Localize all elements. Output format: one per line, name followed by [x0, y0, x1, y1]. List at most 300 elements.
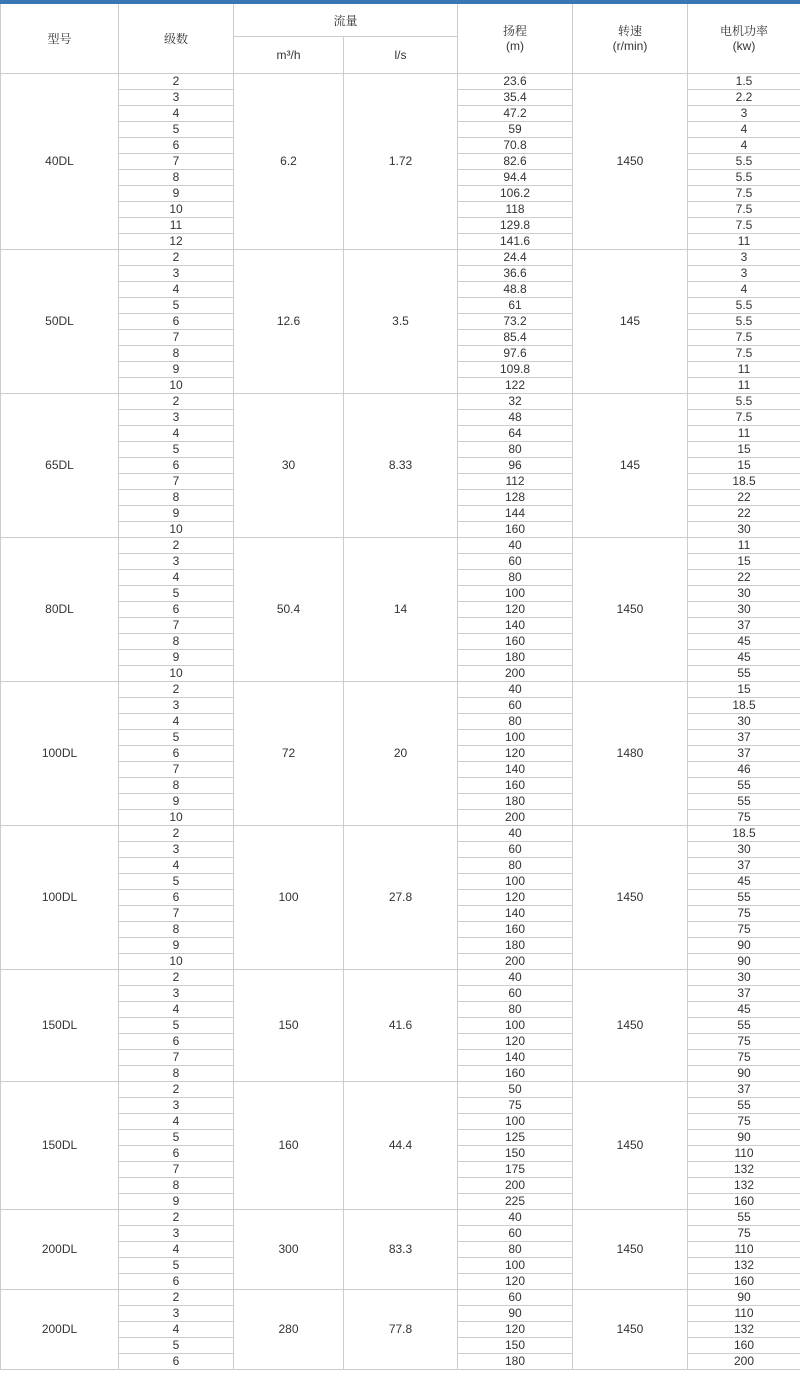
- stage-cell: 9: [119, 362, 234, 378]
- head-cell: 75: [458, 1098, 573, 1114]
- head-cell: 180: [458, 794, 573, 810]
- stage-cell: 2: [119, 250, 234, 266]
- stage-cell: 4: [119, 714, 234, 730]
- head-cell: 50: [458, 1082, 573, 1098]
- stage-cell: 7: [119, 762, 234, 778]
- flow-ls-cell: 41.6: [344, 970, 458, 1082]
- stage-cell: 6: [119, 890, 234, 906]
- power-cell: 110: [688, 1306, 800, 1322]
- head-cell: 60: [458, 986, 573, 1002]
- speed-cell: 1450: [573, 1210, 688, 1290]
- model-cell: 40DL: [1, 74, 119, 250]
- table-row: [1, 682, 800, 698]
- stage-cell: 8: [119, 1178, 234, 1194]
- power-cell: 55: [688, 794, 800, 810]
- head-cell: 24.4: [458, 250, 573, 266]
- flow-m3h-cell: 12.6: [234, 250, 344, 394]
- power-cell: 200: [688, 1354, 800, 1370]
- stage-cell: 2: [119, 826, 234, 842]
- power-cell: 5.5: [688, 394, 800, 410]
- stage-cell: 9: [119, 650, 234, 666]
- head-cell: 120: [458, 602, 573, 618]
- col-header-speed: [573, 4, 688, 74]
- speed-cell: 1450: [573, 1082, 688, 1210]
- power-cell: 11: [688, 234, 800, 250]
- head-cell: 150: [458, 1146, 573, 1162]
- power-cell: 75: [688, 1114, 800, 1130]
- power-cell: 11: [688, 362, 800, 378]
- stage-cell: 5: [119, 1018, 234, 1034]
- head-cell: 140: [458, 906, 573, 922]
- table-row: [1, 1210, 800, 1226]
- power-cell: 55: [688, 778, 800, 794]
- power-cell: 37: [688, 746, 800, 762]
- head-cell: 100: [458, 1258, 573, 1274]
- stage-cell: 4: [119, 106, 234, 122]
- speed-label: 转速: [618, 23, 643, 38]
- head-cell: 200: [458, 1178, 573, 1194]
- flow-m3h-cell: 50.4: [234, 538, 344, 682]
- stage-cell: 8: [119, 1066, 234, 1082]
- head-cell: 141.6: [458, 234, 573, 250]
- power-cell: 11: [688, 538, 800, 554]
- head-cell: 35.4: [458, 90, 573, 106]
- power-cell: 30: [688, 586, 800, 602]
- power-cell: 11: [688, 378, 800, 394]
- head-cell: 120: [458, 1034, 573, 1050]
- head-cell: 160: [458, 778, 573, 794]
- stage-cell: 9: [119, 186, 234, 202]
- power-cell: 30: [688, 602, 800, 618]
- power-label: 电机功率: [720, 23, 769, 38]
- stage-cell: 4: [119, 570, 234, 586]
- head-cell: 225: [458, 1194, 573, 1210]
- stage-cell: 2: [119, 970, 234, 986]
- power-cell: 3: [688, 250, 800, 266]
- head-cell: 100: [458, 1018, 573, 1034]
- head-cell: 73.2: [458, 314, 573, 330]
- power-cell: 75: [688, 1050, 800, 1066]
- head-cell: 160: [458, 1066, 573, 1082]
- stage-cell: 3: [119, 842, 234, 858]
- table-row: [1, 1290, 800, 1306]
- power-cell: 75: [688, 1226, 800, 1242]
- model-cell: 50DL: [1, 250, 119, 394]
- head-cell: 80: [458, 1002, 573, 1018]
- stage-cell: 5: [119, 586, 234, 602]
- model-cell: 100DL: [1, 826, 119, 970]
- power-cell: 45: [688, 1002, 800, 1018]
- head-cell: 23.6: [458, 74, 573, 90]
- head-cell: 120: [458, 890, 573, 906]
- head-cell: 180: [458, 650, 573, 666]
- power-cell: 22: [688, 506, 800, 522]
- power-cell: 110: [688, 1146, 800, 1162]
- head-cell: 122: [458, 378, 573, 394]
- power-cell: 5.5: [688, 314, 800, 330]
- head-cell: 144: [458, 506, 573, 522]
- stage-cell: 5: [119, 1130, 234, 1146]
- flow-m3h-cell: 30: [234, 394, 344, 538]
- speed-cell: 1480: [573, 682, 688, 826]
- stage-cell: 7: [119, 618, 234, 634]
- power-cell: 75: [688, 906, 800, 922]
- power-cell: 75: [688, 810, 800, 826]
- stage-cell: 6: [119, 1274, 234, 1290]
- power-cell: 45: [688, 874, 800, 890]
- stage-cell: 4: [119, 1322, 234, 1338]
- stage-cell: 7: [119, 906, 234, 922]
- col-header-flow-ls: l/s: [344, 37, 458, 74]
- stage-cell: 5: [119, 122, 234, 138]
- stage-cell: 3: [119, 698, 234, 714]
- head-cell: 48.8: [458, 282, 573, 298]
- power-cell: 1.5: [688, 74, 800, 90]
- stage-cell: 3: [119, 986, 234, 1002]
- power-cell: 15: [688, 554, 800, 570]
- power-cell: 18.5: [688, 698, 800, 714]
- power-cell: 15: [688, 442, 800, 458]
- power-cell: 37: [688, 618, 800, 634]
- power-cell: 37: [688, 858, 800, 874]
- table-row: [1, 1082, 800, 1098]
- stage-cell: 10: [119, 954, 234, 970]
- stage-cell: 8: [119, 778, 234, 794]
- stage-cell: 5: [119, 1258, 234, 1274]
- head-cell: 120: [458, 1322, 573, 1338]
- stage-cell: 6: [119, 1146, 234, 1162]
- model-cell: 65DL: [1, 394, 119, 538]
- head-cell: 140: [458, 618, 573, 634]
- stage-cell: 6: [119, 138, 234, 154]
- power-cell: 3: [688, 106, 800, 122]
- stage-cell: 10: [119, 666, 234, 682]
- stage-cell: 4: [119, 858, 234, 874]
- stage-cell: 5: [119, 442, 234, 458]
- table-body: [1, 74, 800, 1370]
- head-cell: 180: [458, 1354, 573, 1370]
- power-cell: 30: [688, 842, 800, 858]
- stage-cell: 8: [119, 346, 234, 362]
- head-cell: 160: [458, 922, 573, 938]
- stage-cell: 2: [119, 538, 234, 554]
- power-cell: 30: [688, 714, 800, 730]
- speed-cell: 1450: [573, 538, 688, 682]
- head-cell: 129.8: [458, 218, 573, 234]
- power-cell: 132: [688, 1258, 800, 1274]
- power-cell: 160: [688, 1274, 800, 1290]
- head-cell: 90: [458, 1306, 573, 1322]
- head-cell: 61: [458, 298, 573, 314]
- stage-cell: 10: [119, 378, 234, 394]
- stage-cell: 4: [119, 1114, 234, 1130]
- table-row: [1, 74, 800, 90]
- flow-ls-cell: 44.4: [344, 1082, 458, 1210]
- power-cell: 4: [688, 282, 800, 298]
- power-cell: 30: [688, 970, 800, 986]
- power-cell: 37: [688, 1082, 800, 1098]
- col-header-head: [458, 4, 573, 74]
- head-cell: 97.6: [458, 346, 573, 362]
- power-cell: 3: [688, 266, 800, 282]
- flow-m3h-cell: 300: [234, 1210, 344, 1290]
- stage-cell: 10: [119, 202, 234, 218]
- stage-cell: 2: [119, 1290, 234, 1306]
- speed-cell: 145: [573, 250, 688, 394]
- power-cell: 160: [688, 1338, 800, 1354]
- head-cell: 180: [458, 938, 573, 954]
- head-cell: 85.4: [458, 330, 573, 346]
- head-cell: 32: [458, 394, 573, 410]
- speed-cell: 1450: [573, 1290, 688, 1370]
- stage-cell: 2: [119, 682, 234, 698]
- head-cell: 100: [458, 586, 573, 602]
- power-cell: 7.5: [688, 330, 800, 346]
- head-cell: 160: [458, 522, 573, 538]
- model-cell: 80DL: [1, 538, 119, 682]
- stage-cell: 6: [119, 458, 234, 474]
- stage-cell: 7: [119, 1162, 234, 1178]
- model-cell: 150DL: [1, 1082, 119, 1210]
- head-cell: 200: [458, 810, 573, 826]
- head-cell: 40: [458, 538, 573, 554]
- flow-ls-cell: 14: [344, 538, 458, 682]
- flow-m3h-cell: 100: [234, 826, 344, 970]
- table-row: [1, 538, 800, 554]
- power-cell: 4: [688, 122, 800, 138]
- power-cell: 90: [688, 1290, 800, 1306]
- stage-cell: 6: [119, 1034, 234, 1050]
- power-cell: 45: [688, 634, 800, 650]
- model-cell: 200DL: [1, 1210, 119, 1290]
- head-cell: 112: [458, 474, 573, 490]
- stage-cell: 3: [119, 410, 234, 426]
- power-cell: 132: [688, 1178, 800, 1194]
- power-cell: 4: [688, 138, 800, 154]
- stage-cell: 6: [119, 746, 234, 762]
- speed-cell: 1450: [573, 970, 688, 1082]
- power-cell: 45: [688, 650, 800, 666]
- power-cell: 75: [688, 922, 800, 938]
- head-cell: 120: [458, 1274, 573, 1290]
- model-cell: 100DL: [1, 682, 119, 826]
- power-cell: 11: [688, 426, 800, 442]
- stage-cell: 2: [119, 394, 234, 410]
- stage-cell: 6: [119, 314, 234, 330]
- head-cell: 80: [458, 570, 573, 586]
- flow-ls-cell: 20: [344, 682, 458, 826]
- head-cell: 175: [458, 1162, 573, 1178]
- head-cell: 60: [458, 1290, 573, 1306]
- power-cell: 55: [688, 1210, 800, 1226]
- head-cell: 60: [458, 698, 573, 714]
- head-unit: (m): [506, 38, 525, 53]
- head-cell: 140: [458, 762, 573, 778]
- head-cell: 109.8: [458, 362, 573, 378]
- speed-cell: 1450: [573, 74, 688, 250]
- head-cell: 40: [458, 1210, 573, 1226]
- stage-cell: 3: [119, 266, 234, 282]
- table-header: [1, 4, 800, 74]
- head-cell: 106.2: [458, 186, 573, 202]
- head-cell: 140: [458, 1050, 573, 1066]
- power-cell: 75: [688, 1034, 800, 1050]
- stage-cell: 2: [119, 1082, 234, 1098]
- head-cell: 64: [458, 426, 573, 442]
- power-cell: 5.5: [688, 154, 800, 170]
- head-cell: 82.6: [458, 154, 573, 170]
- head-cell: 59: [458, 122, 573, 138]
- power-cell: 37: [688, 730, 800, 746]
- power-cell: 160: [688, 1194, 800, 1210]
- flow-m3h-cell: 6.2: [234, 74, 344, 250]
- flow-m3h-cell: 280: [234, 1290, 344, 1370]
- col-header-stages: 级数: [119, 4, 234, 74]
- flow-ls-cell: 3.5: [344, 250, 458, 394]
- stage-cell: 4: [119, 282, 234, 298]
- stage-cell: 8: [119, 490, 234, 506]
- power-cell: 37: [688, 986, 800, 1002]
- model-cell: 150DL: [1, 970, 119, 1082]
- head-cell: 40: [458, 826, 573, 842]
- stage-cell: 9: [119, 794, 234, 810]
- flow-ls-cell: 8.33: [344, 394, 458, 538]
- stage-cell: 6: [119, 1354, 234, 1370]
- model-cell: 200DL: [1, 1290, 119, 1370]
- stage-cell: 5: [119, 730, 234, 746]
- power-cell: 2.2: [688, 90, 800, 106]
- stage-cell: 12: [119, 234, 234, 250]
- stage-cell: 11: [119, 218, 234, 234]
- speed-unit: (r/min): [612, 38, 648, 53]
- head-cell: 40: [458, 682, 573, 698]
- head-cell: 48: [458, 410, 573, 426]
- stage-cell: 9: [119, 506, 234, 522]
- flow-ls-cell: 27.8: [344, 826, 458, 970]
- flow-ls-cell: 83.3: [344, 1210, 458, 1290]
- head-cell: 47.2: [458, 106, 573, 122]
- power-cell: 55: [688, 1098, 800, 1114]
- power-cell: 7.5: [688, 218, 800, 234]
- stage-cell: 5: [119, 298, 234, 314]
- power-cell: 90: [688, 1130, 800, 1146]
- power-cell: 7.5: [688, 202, 800, 218]
- head-cell: 100: [458, 1114, 573, 1130]
- stage-cell: 8: [119, 170, 234, 186]
- head-cell: 60: [458, 554, 573, 570]
- stage-cell: 2: [119, 1210, 234, 1226]
- stage-cell: 7: [119, 154, 234, 170]
- stage-cell: 3: [119, 1226, 234, 1242]
- head-cell: 40: [458, 970, 573, 986]
- power-cell: 90: [688, 954, 800, 970]
- flow-m3h-cell: 150: [234, 970, 344, 1082]
- stage-cell: 8: [119, 634, 234, 650]
- stage-cell: 7: [119, 1050, 234, 1066]
- power-cell: 90: [688, 938, 800, 954]
- power-cell: 7.5: [688, 186, 800, 202]
- col-header-model: 型号: [1, 4, 119, 74]
- speed-cell: 145: [573, 394, 688, 538]
- power-cell: 7.5: [688, 410, 800, 426]
- flow-m3h-cell: 72: [234, 682, 344, 826]
- stage-cell: 7: [119, 330, 234, 346]
- stage-cell: 6: [119, 602, 234, 618]
- stage-cell: 2: [119, 74, 234, 90]
- head-cell: 200: [458, 954, 573, 970]
- flow-m3h-cell: 160: [234, 1082, 344, 1210]
- stage-cell: 3: [119, 554, 234, 570]
- head-cell: 200: [458, 666, 573, 682]
- flow-ls-cell: 1.72: [344, 74, 458, 250]
- power-cell: 90: [688, 1066, 800, 1082]
- pump-spec-table: [0, 4, 800, 1370]
- power-cell: 30: [688, 522, 800, 538]
- head-cell: 125: [458, 1130, 573, 1146]
- stage-cell: 5: [119, 874, 234, 890]
- table-row: [1, 394, 800, 410]
- table-row: [1, 250, 800, 266]
- stage-cell: 3: [119, 1098, 234, 1114]
- power-cell: 55: [688, 890, 800, 906]
- head-cell: 100: [458, 730, 573, 746]
- power-cell: 15: [688, 682, 800, 698]
- head-label: 扬程: [503, 23, 528, 38]
- power-cell: 132: [688, 1162, 800, 1178]
- table-row: [1, 826, 800, 842]
- power-cell: 7.5: [688, 346, 800, 362]
- head-cell: 80: [458, 442, 573, 458]
- head-cell: 94.4: [458, 170, 573, 186]
- stage-cell: 3: [119, 1306, 234, 1322]
- stage-cell: 9: [119, 938, 234, 954]
- col-header-power: [688, 4, 800, 74]
- power-cell: 22: [688, 490, 800, 506]
- power-cell: 55: [688, 666, 800, 682]
- head-cell: 80: [458, 714, 573, 730]
- head-cell: 60: [458, 842, 573, 858]
- head-cell: 70.8: [458, 138, 573, 154]
- head-cell: 96: [458, 458, 573, 474]
- stage-cell: 10: [119, 810, 234, 826]
- flow-ls-cell: 77.8: [344, 1290, 458, 1370]
- stage-cell: 9: [119, 1194, 234, 1210]
- head-cell: 60: [458, 1226, 573, 1242]
- stage-cell: 4: [119, 1242, 234, 1258]
- power-cell: 15: [688, 458, 800, 474]
- power-cell: 110: [688, 1242, 800, 1258]
- head-cell: 100: [458, 874, 573, 890]
- head-cell: 160: [458, 634, 573, 650]
- power-cell: 18.5: [688, 474, 800, 490]
- head-cell: 128: [458, 490, 573, 506]
- head-cell: 150: [458, 1338, 573, 1354]
- power-cell: 5.5: [688, 170, 800, 186]
- stage-cell: 7: [119, 474, 234, 490]
- speed-cell: 1450: [573, 826, 688, 970]
- stage-cell: 8: [119, 922, 234, 938]
- stage-cell: 5: [119, 1338, 234, 1354]
- stage-cell: 3: [119, 90, 234, 106]
- power-unit: (kw): [732, 38, 756, 53]
- table-row: [1, 970, 800, 986]
- head-cell: 80: [458, 858, 573, 874]
- stage-cell: 10: [119, 522, 234, 538]
- power-cell: 5.5: [688, 298, 800, 314]
- col-header-flow-m3h: m³/h: [234, 37, 344, 74]
- stage-cell: 4: [119, 1002, 234, 1018]
- power-cell: 22: [688, 570, 800, 586]
